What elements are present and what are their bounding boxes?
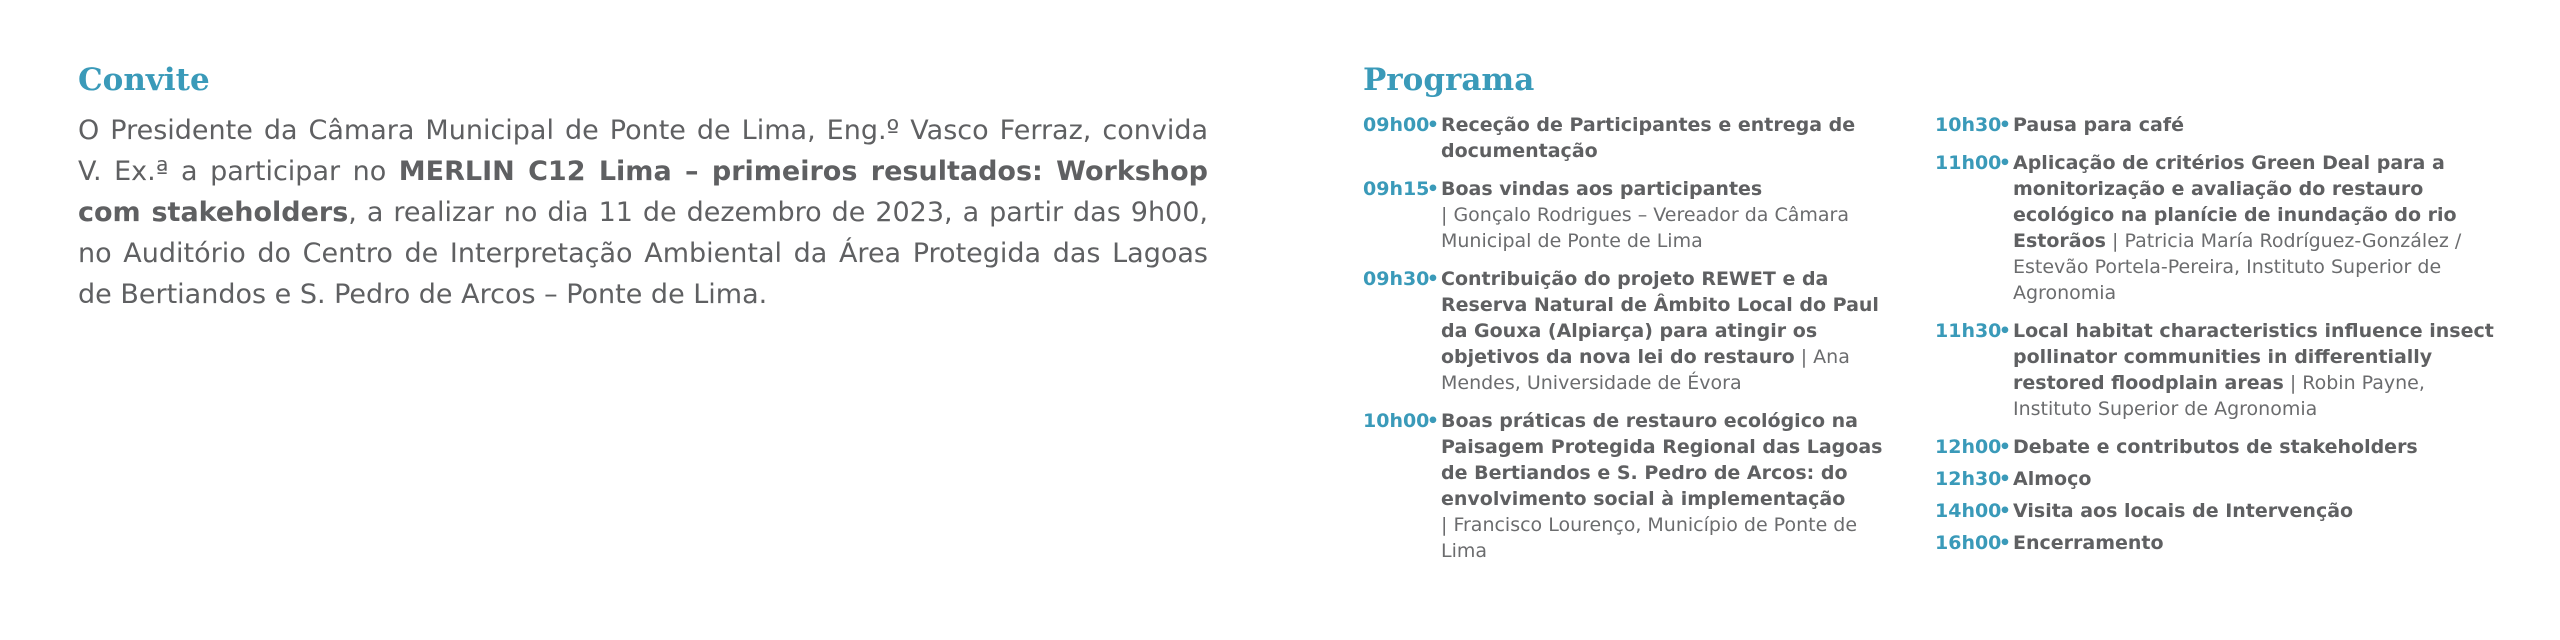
bullet-icon: • <box>1426 178 1440 200</box>
program-item <box>1363 266 1903 396</box>
bullet-icon: • <box>1998 500 2012 522</box>
program-description <box>2013 112 2505 138</box>
program-title: Contribuição do projeto REWET e da Reserva Natural de Âmbito Local do Paul da Gouxa (Alpiarça) para atingir os objetivos da nova lei do restauro <box>1441 268 1879 368</box>
program-title: Visita aos locais de Intervenção <box>2013 500 2354 522</box>
program-item <box>1935 530 2505 556</box>
program-description <box>2013 318 2505 422</box>
program-column-1 <box>1363 112 1903 576</box>
program-time: 09h00 <box>1363 114 1430 136</box>
program-title: Debate e contributos de stakeholders <box>2013 436 2418 458</box>
event-title: MERLIN C12 Lima – primeiros resultados: Workshop com stakeholders <box>78 156 1208 228</box>
program-description <box>1441 408 1903 564</box>
program-title: Aplicação de critérios Green Deal para a monitorização e avaliação do restauro ecológico na planície de inundação do rio Estorãos <box>2013 152 2457 252</box>
program-title: Almoço <box>2013 468 2092 490</box>
program-item <box>1935 318 2505 422</box>
program-title: Boas vindas aos participantes <box>1441 178 1763 200</box>
program-description <box>2013 498 2505 524</box>
program-time: 11h30 <box>1935 320 2002 342</box>
program-title: Boas práticas de restauro ecológico na Paisagem Protegida Regional das Lagoas de Bertiandos e S. Pedro de Arcos: do envolvimento social à implementação <box>1441 410 1883 510</box>
program-item <box>1935 466 2505 492</box>
bullet-icon: • <box>1998 320 2012 342</box>
bullet-icon: • <box>1998 436 2012 458</box>
program-title: Encerramento <box>2013 532 2164 554</box>
bullet-icon: • <box>1998 114 2012 136</box>
bullet-icon: • <box>1426 410 1440 432</box>
program-item <box>1363 176 1903 254</box>
program-item <box>1935 112 2505 138</box>
convite-heading: Convite <box>78 62 210 98</box>
invitation-text-part-2: , a realizar no dia 11 de dezembro de 2023, a partir das 9h00, no Auditório do Centro de Interpretação Ambiental da Área Protegida das Lagoas de Bertiandos e S. Pedro de Arcos – Ponte de Lima. <box>78 197 1208 310</box>
program-description <box>2013 466 2505 492</box>
program-speaker: | Francisco Lourenço, Município de Ponte de Lima <box>1441 514 1858 562</box>
program-title: Receção de Participantes e entrega de documentação <box>1441 114 1856 162</box>
program-time: 14h00 <box>1935 500 2002 522</box>
program-speaker: | Patricia María Rodríguez-González / Estevão Portela-Pereira, Instituto Superior de Agronomia <box>2013 230 2462 304</box>
program-speaker: | Gonçalo Rodrigues – Vereador da Câmara Municipal de Ponte de Lima <box>1441 204 1849 252</box>
invitation-text <box>78 110 1208 315</box>
program-speaker: | Robin Payne, Instituto Superior de Agronomia <box>2013 372 2425 420</box>
bullet-icon: • <box>1426 268 1440 290</box>
program-description <box>2013 530 2505 556</box>
program-time: 11h00 <box>1935 152 2002 174</box>
program-time: 09h30 <box>1363 268 1430 290</box>
program-time: 10h00 <box>1363 410 1430 432</box>
program-time: 12h00 <box>1935 436 2002 458</box>
bullet-icon: • <box>1998 468 2012 490</box>
programa-heading: Programa <box>1363 62 1535 98</box>
program-time: 12h30 <box>1935 468 2002 490</box>
program-item <box>1935 150 2505 306</box>
program-description <box>1441 266 1903 396</box>
invitation-text-part-1: O Presidente da Câmara Municipal de Ponte de Lima, Eng.º Vasco Ferraz, convida V. Ex.ª a participar no <box>78 115 1208 187</box>
program-time: 10h30 <box>1935 114 2002 136</box>
program-title: Local habitat characteristics influence insect pollinator communities in differentially restored floodplain areas <box>2013 320 2494 394</box>
program-description <box>1441 112 1903 164</box>
program-time: 09h15 <box>1363 178 1430 200</box>
program-column-2 <box>1935 112 2505 562</box>
bullet-icon: • <box>1426 114 1440 136</box>
bullet-icon: • <box>1998 532 2012 554</box>
program-item <box>1935 434 2505 460</box>
program-speaker: | Ana Mendes, Universidade de Évora <box>1441 346 1850 394</box>
program-description <box>2013 150 2505 306</box>
program-description <box>2013 434 2505 460</box>
program-item <box>1935 498 2505 524</box>
program-title: Pausa para café <box>2013 114 2184 136</box>
program-time: 16h00 <box>1935 532 2002 554</box>
program-description <box>1441 176 1903 254</box>
bullet-icon: • <box>1998 152 2012 174</box>
program-item <box>1363 408 1903 564</box>
program-item <box>1363 112 1903 164</box>
